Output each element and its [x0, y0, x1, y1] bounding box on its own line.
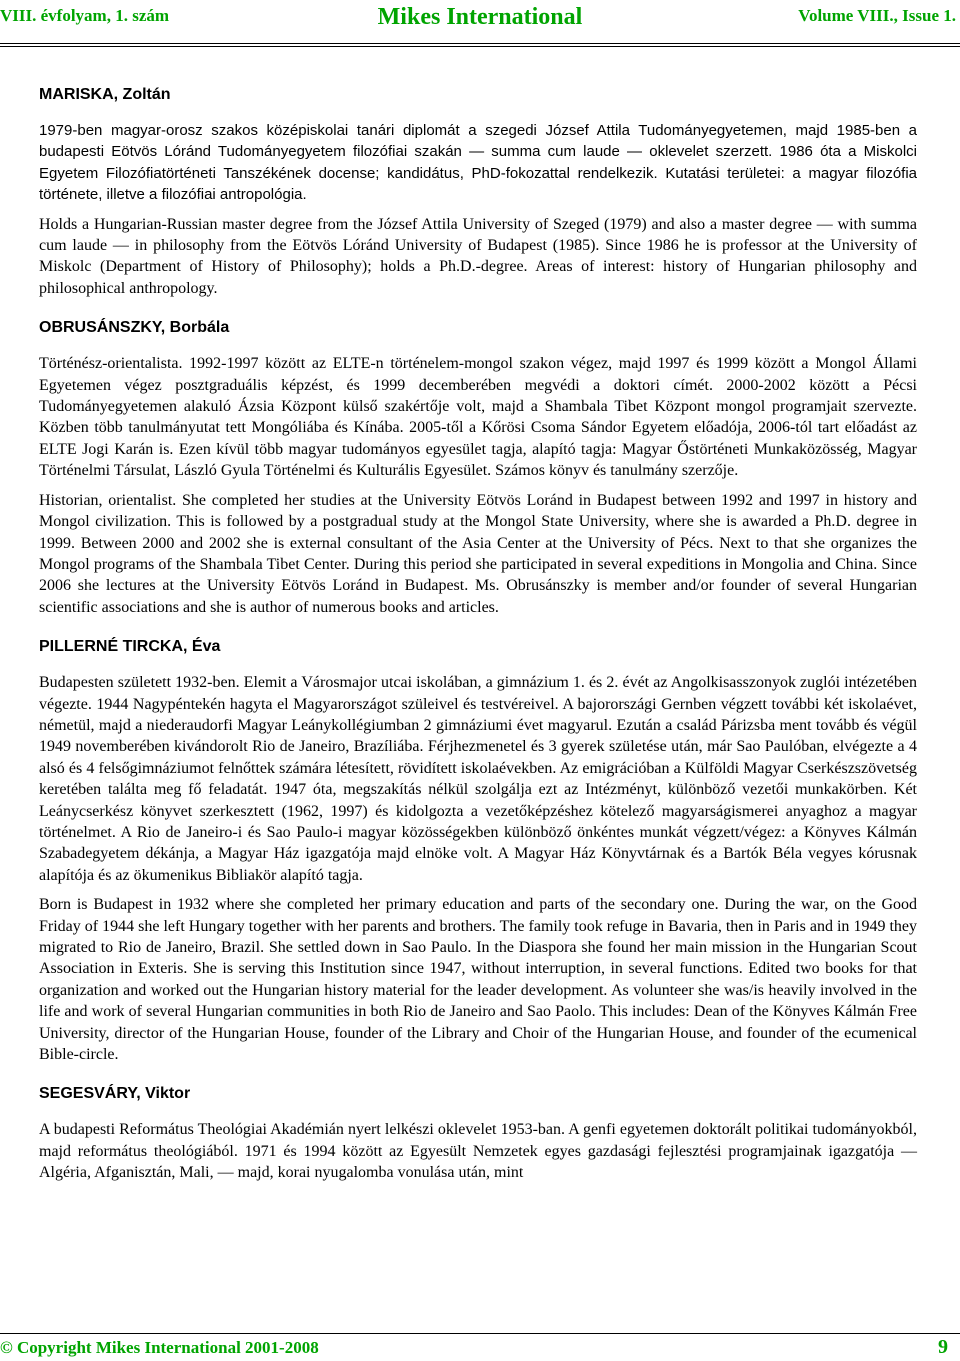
footer-rule — [0, 1333, 960, 1334]
header-rule-top — [0, 43, 960, 44]
entry-pillerne-tircka — [39, 636, 917, 1065]
entry-segesvary — [39, 1083, 917, 1183]
document-body — [39, 84, 917, 1202]
entry-paragraph-hu: 1979-ben magyar-orosz szakos középiskolai tanári diplomát a szegedi József Attila Tudományegyetemen, majd 1985-ben a budapesti Eötvös Lóránd Tudományegyetem filozófiai szakán — summa cum laude — oklevelet szerzett. 1986 óta a Miskolci Egyetem Filozófiatörténeti Tanszékének docense; kandidátus, PhD-fokozattal rendelkezik. Kutatási területei: a magyar filozófia története, illetve a filozófiai antropológia. — [39, 122, 917, 204]
entry-name: PILLERNÉ TIRCKA, Éva — [39, 638, 221, 656]
header-volume-en: Volume VIII., Issue 1. — [798, 6, 956, 25]
entry-paragraph-hu: Történész-orientalista. 1992-1997 között az ELTE-n történelem-mongol szakon végez, majd 1997 és 1999 között a Mongol Állami Egyetemen végez posztgraduális képzést, és 1999 decemberében megvédi a doktori címét. 2000-2002 között a Pécsi Tudományegyetemen alakuló Ázsia Központ külső szakértője volt, majd a Shambala Tibet Központ mongol programjait szervezte. Közben több tanulmányutat tett Mongóliába és Kínába. 2005-től a Kőrösi Csoma Sándor Egyetem előadója, 2006-tól tart előadást az ELTE Jogi Karán is. Ezen kívül több magyar tudományos egyesület tagja, alapító tagja: Magyar Őstörténeti Munkaközösség, Magyar Történelmi Társulat, László Gyula Történelmi és Kulturális Egyesület. Számos könyv és tanulmány szerzője. — [39, 355, 917, 480]
entry-paragraph-en: Holds a Hungarian-Russian master degree from the József Attila University of Szeged (1979) and also a master degree — with summa cum laude — in philosophy from the Eötvös Lóránd University of Budapest (1985). Since 1986 he is professor at the University of Miskolc (Department of History of Philosophy); holds a Ph.D.-degree. Areas of interest: history of Hungarian philosophy and philosophical anthropology. — [39, 215, 917, 297]
entry-paragraph-en: Born is Budapest in 1932 where she completed her primary education and parts of the secondary one. During the war, on the Good Friday of 1944 she left Hungary together with her parents and brothers. The family took refuge in Bavaria, then in Paris and in 1949 they migrated to Rio de Janeiro, Brazil. She settled down in Sao Paulo. In the Diaspora she found her main mission in the Hungarian Scout Association in Exteris. She is serving this Institution since 1947, without interruption, in several functions. Edited two books for that organization and worked out the Hungarian history material for the leader development. As volunteer she was/is heavily involved in the life and work of several Hungarian communities in both Rio de Janeiro and Sao Paolo. This includes: Dean of the Könyves Kálmán Free University, director of the Hungarian House, founder of the Library and Choir of the Hungarian House, and founder of the ecumenical Bible-circle. — [39, 896, 917, 1064]
page-header — [0, 0, 960, 40]
header-title: Mikes International — [377, 4, 583, 30]
entry-obrusanszky — [39, 317, 917, 618]
entry-paragraph-en: Historian, orientalist. She completed her studies at the University Eötvös Loránd in Budapest between 1992 and 1997 in history and Mongol civilization. This is followed by a postgradual study at the Mongol State University, where she is awarded a Ph.D. degree in 1999. Between 2000 and 2002 she is external consultant of the Asia Center at the University of Pécs. Next to that she organizes the Mongol programs of the Shambala Tibet Center. During this period she participated in several expeditions in Mongolia and China. Since 2006 she lectures at the University Eötvös Loránd in Budapest. Ms. Obrusánszky is member and/or founder of several Hungarian scientific associations and she is author of numerous books and articles. — [39, 491, 917, 616]
entry-name: MARISKA, Zoltán — [39, 86, 171, 103]
entry-name: SEGESVÁRY, Viktor — [39, 1085, 191, 1103]
entry-paragraph-hu: Budapesten született 1932-ben. Elemit a Városmajor utcai iskolában, a gimnázium 1. és 2. évét az Angolkisasszonyok zuglói intézetében végezte. 1944 Nagypéntekén hagyta el Magyarországot szüleivel és testvéreivel. A bajorországi Gernben végzett további két iskolaévet, németül, majd a niederaudorfi Magyar Leánykollégiumban 2 gimnáziumi évet magyarul. Ezután a család Párizsba ment tovább és végül 1949 novemberében kivándorolt Rio de Janeiro, Brazíliába. Férjhezmenetel és 3 gyerek születése után, már Sao Paulóban, elvégezte a 4 alsó és 4 felsőgimnáziumot felnőttek számára létesített, rövidített iskolaévekben. Az emigrációban a Külföldi Magyar Cserkészszövetség keretében találta meg fő feladatát. 1947 óta, megszakítás nélkül szolgálja ezt az Intézményt, különböző vezetői munkakörben. Két Leánycserkész könyvet szerkesztett (1962, 1997) és kidolgozta a vezetőképzéshez kötelező magyarságismerei anyaghoz a magyar történelmet. A Rio de Janeiro-i és Sao Paulo-i magyar közösségekben különböző önkéntes munkát végzett/végez: a Könyves Kálmán Szabadegyetem dékánja, a Magyar Ház igazgatója majd elnöke volt. A Magyar Ház Könyvtárnak és a Bartók Béla vegyes kórusnak alapítója és az ökumenikus Bibliakör alapító tagja. — [39, 674, 917, 884]
entry-paragraph-hu: A budapesti Református Theológiai Akadémián nyert lelkészi oklevelet 1953-ban. A genfi egyetemen doktorált politikai tudományokból, majd református theológiából. 1971 és 1994 között az Egyesült Nemzetek egyes gazdasági fejlesztési programjainak igazgatója — Algéria, Afganisztán, Mali, — majd, korai nyugalomba vonulása után, mint — [39, 1121, 917, 1182]
entry-name: OBRUSÁNSZKY, Borbála — [39, 319, 230, 337]
entry-mariska — [39, 84, 917, 299]
header-rule-bottom — [0, 46, 960, 47]
header-volume-hu: VIII. évfolyam, 1. szám — [0, 6, 170, 25]
page-number: 9 — [938, 1336, 948, 1358]
footer-copyright: © Copyright Mikes International 2001-2008 — [0, 1338, 319, 1357]
